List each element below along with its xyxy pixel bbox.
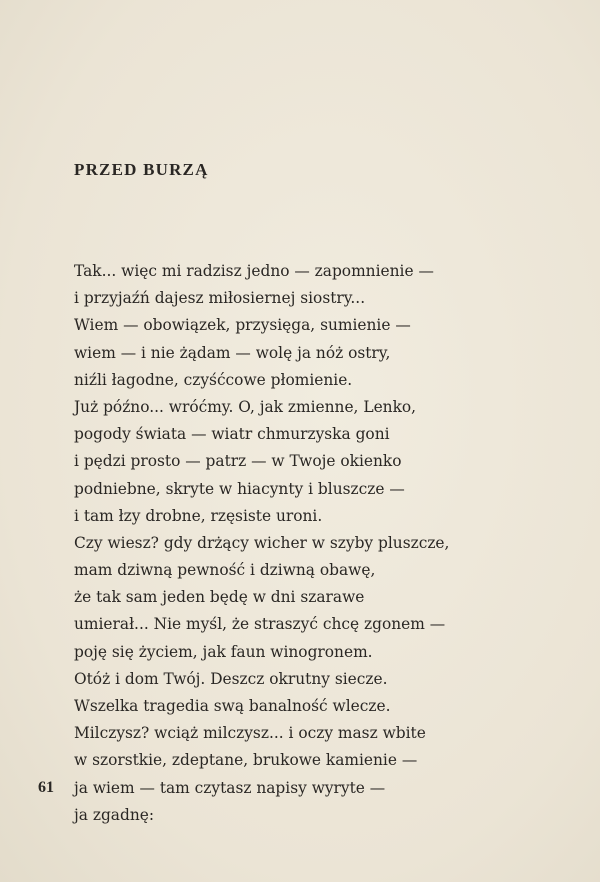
poem-line: mam dziwną pewność i dziwną obawę,: [74, 561, 376, 580]
poem-line: poję się życiem, jak faun winogronem.: [74, 642, 373, 661]
poem-line: ja zgadnę:: [74, 805, 155, 824]
poem-line: Otóż i dom Twój. Deszcz okrutny siecze.: [74, 669, 388, 688]
poem-line: Czy wiesz? gdy drżący wicher w szyby pluszcze,: [74, 533, 450, 552]
poem-line: ja wiem — tam czytasz napisy wyryte —: [74, 778, 386, 797]
poem-body: [74, 258, 584, 829]
poem-line: Wszelka tragedia swą banalność wlecze.: [74, 697, 391, 715]
poem-line: w szorstkie, zdeptane, brukowe kamienie —: [74, 751, 418, 770]
poem-line: że tak sam jeden będę w dni szarawe: [74, 588, 365, 607]
poem-title: PRZED BURZĄ: [74, 160, 209, 179]
poem-line: i przyjaźń dajesz miłosiernej siostry...: [74, 289, 366, 308]
poem-line: Wiem — obowiązek, przysięga, sumienie —: [74, 316, 411, 335]
poem-line: pogody świata — wiatr chmurzyska goni: [74, 425, 390, 444]
poem-line: Milczysz? wciąż milczysz... i oczy masz wbite: [74, 724, 426, 743]
poem-line: Tak... więc mi radzisz jedno — zapomnienie —: [74, 262, 434, 280]
page-number: 61: [38, 779, 54, 796]
poem-line: niźli łagodne, czyśćcowe płomienie.: [74, 370, 353, 389]
poem-line: wiem — i nie żądam — wolę ja nóż ostry,: [74, 343, 391, 362]
poem-line: i tam łzy drobne, rzęsiste uroni.: [74, 506, 323, 525]
poem-line: umierał... Nie myśl, że straszyć chcę zgonem —: [74, 615, 446, 634]
poem-line: Już późno... wróćmy. O, jak zmienne, Lenko,: [74, 397, 417, 416]
poem-line: i pędzi prosto — patrz — w Twoje okienko: [74, 452, 402, 471]
poem-line: podniebne, skryte w hiacynty i bluszcze —: [74, 479, 405, 498]
